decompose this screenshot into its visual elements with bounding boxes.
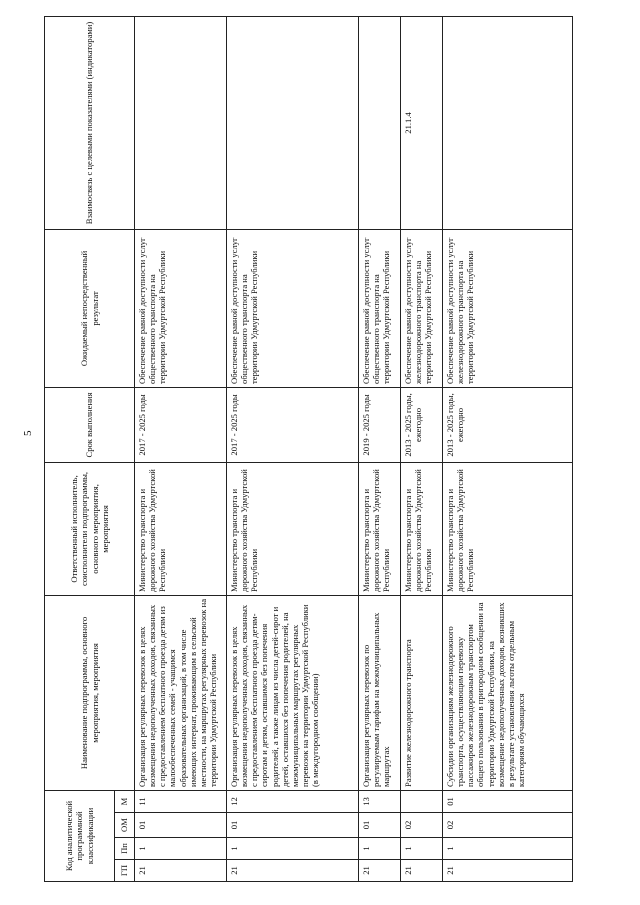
header-pp: Пп bbox=[115, 838, 135, 860]
cell-m: 12 bbox=[227, 790, 359, 812]
cell-executor: Министерство транспорта и дорожного хозяйства Удмуртской Республики bbox=[443, 462, 573, 595]
table-row bbox=[135, 16, 227, 881]
cell-executor: Министерство транспорта и дорожного хозяйства Удмуртской Республики bbox=[359, 462, 401, 595]
cell-om: 01 bbox=[227, 813, 359, 838]
cell-name: Организация регулярных перевозок в целях возмещения недополученных доходов, связанных с предоставлением бесплатного проезда детям из малообеспеченных семей - учащимся образовательных организаций, в том числе имеющих интернат, проживающим в сельской местности, на маршрутах регулярных перевозок на территории Удмуртской Республики bbox=[135, 595, 227, 790]
program-table bbox=[44, 16, 573, 882]
cell-executor: Министерство транспорта и дорожного хозяйства Удмуртской Республики bbox=[227, 462, 359, 595]
cell-gp: 21 bbox=[443, 860, 573, 882]
header-om: ОМ bbox=[115, 813, 135, 838]
header-executor: Ответственный исполнитель, соисполнители подпрограммы, основного мероприятия, мероприятия bbox=[45, 462, 135, 595]
table-row bbox=[443, 16, 573, 881]
cell-m bbox=[401, 790, 443, 812]
cell-period: 2017 - 2025 годы bbox=[135, 387, 227, 462]
cell-period: 2013 - 2025 годы, ежегодно bbox=[401, 387, 443, 462]
table-row bbox=[401, 16, 443, 881]
cell-gp: 21 bbox=[227, 860, 359, 882]
cell-gp: 21 bbox=[135, 860, 227, 882]
cell-om: 02 bbox=[443, 813, 573, 838]
cell-executor: Министерство транспорта и дорожного хозяйства Удмуртской Республики bbox=[401, 462, 443, 595]
cell-link bbox=[443, 16, 573, 229]
cell-result: Обеспечение равной доступности услуг общественного транспорта на территории Удмуртской Республики bbox=[359, 229, 401, 387]
cell-executor: Министерство транспорта и дорожного хозяйства Удмуртской Республики bbox=[135, 462, 227, 595]
cell-om: 02 bbox=[401, 813, 443, 838]
table-row bbox=[227, 16, 359, 881]
page-number: 5 bbox=[22, 430, 34, 436]
cell-result: Обеспечение равной доступности услуг железнодорожного транспорта на территории Удмуртской Республики bbox=[401, 229, 443, 387]
cell-period: 2019 - 2025 годы bbox=[359, 387, 401, 462]
cell-link bbox=[227, 16, 359, 229]
cell-name: Субсидии организациям железнодорожного транспорта, осуществляющим перевозку пассажиров железнодорожным транспортом общего пользования в пригородном сообщении на территории Удмуртской Республики, на возмещение недополученных доходов, возникших в результате установления льготы отдельным категориям обучающихся bbox=[443, 595, 573, 790]
header-result: Ожидаемый непосредственный результат bbox=[45, 229, 135, 387]
header-code-group: Код аналитической программной классификации bbox=[45, 790, 115, 881]
cell-link bbox=[359, 16, 401, 229]
rotated-page bbox=[44, 17, 592, 882]
cell-m: 13 bbox=[359, 790, 401, 812]
header-period: Срок выполнения bbox=[45, 387, 135, 462]
table-row bbox=[359, 16, 401, 881]
cell-pp: 1 bbox=[359, 838, 401, 860]
cell-link bbox=[135, 16, 227, 229]
cell-result: Обеспечение равной доступности услуг общественного транспорта на территории Удмуртской Республики bbox=[227, 229, 359, 387]
cell-link: 21.1.4 bbox=[401, 16, 443, 229]
cell-pp: 1 bbox=[443, 838, 573, 860]
header-name: Наименование подпрограммы, основного мероприятия, мероприятия bbox=[45, 595, 135, 790]
cell-period: 2013 - 2025 годы, ежегодно bbox=[443, 387, 573, 462]
header-link: Взаимосвязь с целевыми показателями (индикаторами) bbox=[45, 16, 135, 229]
cell-pp: 1 bbox=[135, 838, 227, 860]
cell-gp: 21 bbox=[359, 860, 401, 882]
cell-m: 01 bbox=[443, 790, 573, 812]
cell-pp: 1 bbox=[227, 838, 359, 860]
cell-name: Развитие железнодорожного транспорта bbox=[401, 595, 443, 790]
cell-result: Обеспечение равной доступности услуг общественного транспорта на территории Удмуртской Республики bbox=[135, 229, 227, 387]
cell-m: 11 bbox=[135, 790, 227, 812]
header-gp: ГП bbox=[115, 860, 135, 882]
cell-om: 01 bbox=[359, 813, 401, 838]
cell-om: 01 bbox=[135, 813, 227, 838]
cell-name: Организация регулярных перевозок по регулируемым тарифам на межмуниципальных маршрутах bbox=[359, 595, 401, 790]
cell-result: Обеспечение равной доступности услуг железнодорожного транспорта на территории Удмуртской Республики bbox=[443, 229, 573, 387]
cell-period: 2017 - 2025 годы bbox=[227, 387, 359, 462]
cell-name: Организация регулярных перевозок в целях возмещения недополученных доходов, связанных с предоставлением бесплатного проезда детям-сиротам и детям, оставшимся без попечения родителей, а также лицам из числа детей-сирот и детей, оставшихся без попечения родителей, на межмуниципальных маршрутах регулярных перевозок на территории Удмуртской Республики (в междугородном сообщении) bbox=[227, 595, 359, 790]
header-m: М bbox=[115, 790, 135, 812]
cell-gp: 21 bbox=[401, 860, 443, 882]
cell-pp: 1 bbox=[401, 838, 443, 860]
